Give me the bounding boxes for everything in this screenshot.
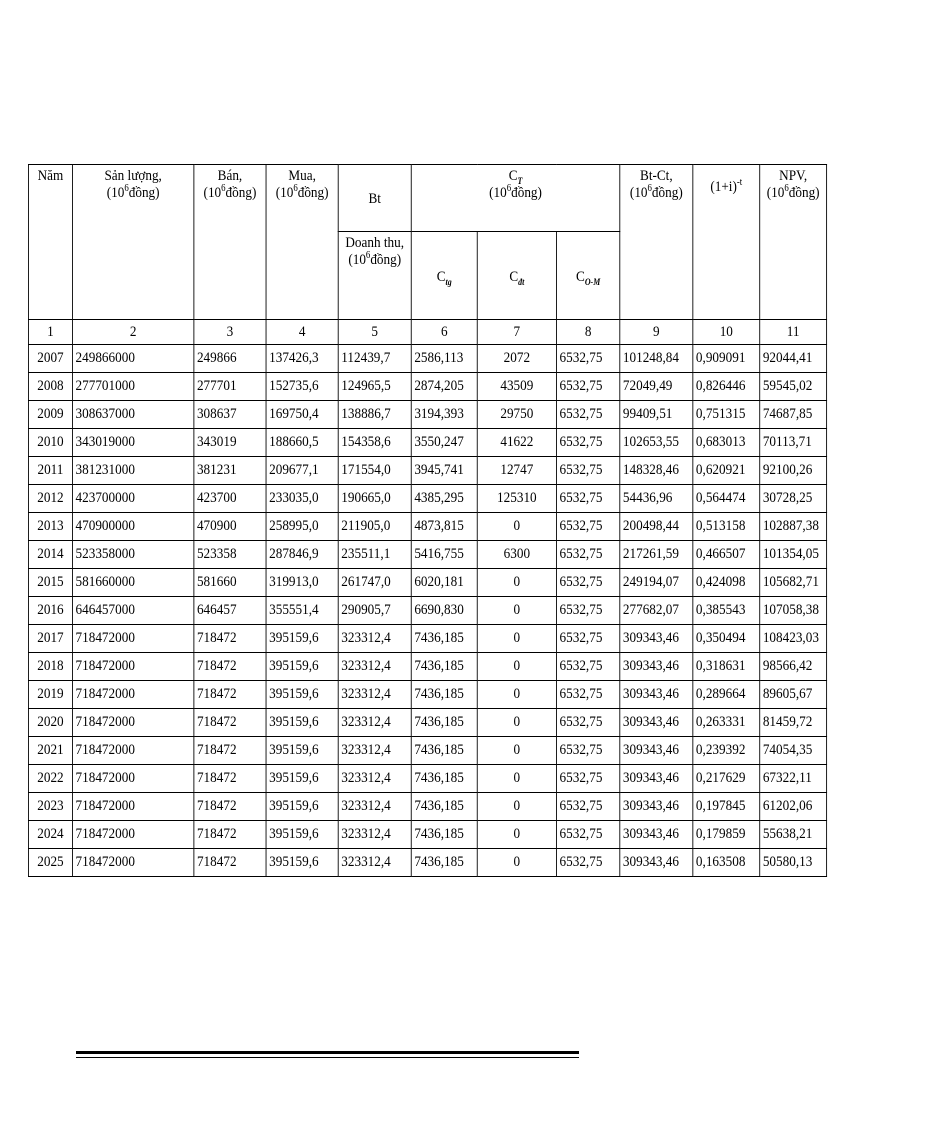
table-cell: 0,424098 — [693, 569, 760, 597]
table-cell: 6532,75 — [556, 373, 619, 401]
table-cell: 6532,75 — [556, 653, 619, 681]
table-cell: 6532,75 — [556, 401, 619, 429]
year-cell: 2012 — [28, 485, 72, 513]
column-index-cell: 11 — [760, 320, 827, 345]
table-cell: 249866 — [194, 345, 266, 373]
table-cell: 343019000 — [72, 429, 193, 457]
col-header-cdt: $C_{đt}$ — [477, 232, 556, 320]
table-cell: 581660 — [194, 569, 266, 597]
table-cell: 309343,46 — [620, 821, 693, 849]
table-row — [28, 821, 826, 849]
table-row — [28, 737, 826, 765]
table-cell: 43509 — [477, 373, 556, 401]
table-cell: 6532,75 — [556, 793, 619, 821]
table-cell: 308637000 — [72, 401, 193, 429]
table-cell: 0,513158 — [693, 513, 760, 541]
table-cell: 277701000 — [72, 373, 193, 401]
table-cell: 646457 — [194, 597, 266, 625]
table-cell: 277701 — [194, 373, 266, 401]
column-index-cell: 6 — [411, 320, 477, 345]
table-cell: 395159,6 — [266, 793, 338, 821]
table-cell: 169750,4 — [266, 401, 338, 429]
year-cell: 2021 — [28, 737, 72, 765]
table-cell: 523358000 — [72, 541, 193, 569]
table-cell: 323312,4 — [338, 821, 411, 849]
table-cell: 55638,21 — [760, 821, 827, 849]
table-cell: 718472 — [194, 793, 266, 821]
table-cell: 59545,02 — [760, 373, 827, 401]
table-cell: 171554,0 — [338, 457, 411, 485]
table-cell: 5416,755 — [411, 541, 477, 569]
table-cell: 355551,4 — [266, 597, 338, 625]
table-cell: 718472 — [194, 821, 266, 849]
table-cell: 125310 — [477, 485, 556, 513]
table-cell: 0,239392 — [693, 737, 760, 765]
table-cell: 89605,67 — [760, 681, 827, 709]
table-cell: 2874,205 — [411, 373, 477, 401]
table-row — [28, 429, 826, 457]
table-cell: 7436,185 — [411, 737, 477, 765]
table-cell: 718472000 — [72, 709, 193, 737]
col-header-sell: Bán, $(10^6đồng)$ — [194, 165, 266, 320]
table-cell: 0,751315 — [693, 401, 760, 429]
column-index-cell: 3 — [194, 320, 266, 345]
column-index-cell: 5 — [338, 320, 411, 345]
table-cell: 101354,05 — [760, 541, 827, 569]
column-index-cell: 2 — [72, 320, 193, 345]
table-cell: 217261,59 — [620, 541, 693, 569]
table-cell: 718472000 — [72, 765, 193, 793]
table-cell: 6532,75 — [556, 569, 619, 597]
table-cell: 105682,71 — [760, 569, 827, 597]
table-cell: 0,826446 — [693, 373, 760, 401]
table-cell: 98566,42 — [760, 653, 827, 681]
table-cell: 308637 — [194, 401, 266, 429]
table-cell: 211905,0 — [338, 513, 411, 541]
table-cell: 323312,4 — [338, 625, 411, 653]
table-row — [28, 401, 826, 429]
table-cell: 0,197845 — [693, 793, 760, 821]
table-cell: 309343,46 — [620, 849, 693, 877]
col-header-ctg: $C_{tg}$ — [411, 232, 477, 320]
table-cell: 0 — [477, 513, 556, 541]
table-cell: 319913,0 — [266, 569, 338, 597]
table-cell: 249194,07 — [620, 569, 693, 597]
table-cell: 309343,46 — [620, 765, 693, 793]
table-cell: 67322,11 — [760, 765, 827, 793]
table-cell: 0 — [477, 681, 556, 709]
year-cell: 2014 — [28, 541, 72, 569]
table-cell: 423700000 — [72, 485, 193, 513]
table-cell: 0 — [477, 709, 556, 737]
table-cell: 74687,85 — [760, 401, 827, 429]
table-cell: 6532,75 — [556, 625, 619, 653]
table-cell: 0,263331 — [693, 709, 760, 737]
table-cell: 395159,6 — [266, 625, 338, 653]
table-row — [28, 625, 826, 653]
table-cell: 6532,75 — [556, 709, 619, 737]
table-cell: 423700 — [194, 485, 266, 513]
table-cell: 0,163508 — [693, 849, 760, 877]
column-index-cell: 4 — [266, 320, 338, 345]
table-cell: 718472 — [194, 681, 266, 709]
table-cell: 92044,41 — [760, 345, 827, 373]
table-cell: 3550,247 — [411, 429, 477, 457]
table-cell: 235511,1 — [338, 541, 411, 569]
table-row — [28, 373, 826, 401]
table-cell: 6532,75 — [556, 457, 619, 485]
table-cell: 343019 — [194, 429, 266, 457]
table-cell: 0,385543 — [693, 597, 760, 625]
table-cell: 323312,4 — [338, 681, 411, 709]
table-cell: 152735,6 — [266, 373, 338, 401]
col-header-bt: Bt — [338, 165, 411, 232]
col-header-ct: $C_T$ $(10^6đồng)$ — [411, 165, 620, 232]
table-cell: 6532,75 — [556, 681, 619, 709]
table-cell: 395159,6 — [266, 849, 338, 877]
table-cell: 6532,75 — [556, 821, 619, 849]
table-cell: 124965,5 — [338, 373, 411, 401]
table-cell: 381231 — [194, 457, 266, 485]
col-header-year: Năm — [28, 165, 72, 320]
col-header-revenue: Doanh thu, $(10^6đồng)$ — [338, 232, 411, 320]
table-cell: 70113,71 — [760, 429, 827, 457]
table-cell: 4385,295 — [411, 485, 477, 513]
table-cell: 718472 — [194, 737, 266, 765]
table-cell: 6020,181 — [411, 569, 477, 597]
table-row — [28, 793, 826, 821]
table-cell: 209677,1 — [266, 457, 338, 485]
table-cell: 7436,185 — [411, 765, 477, 793]
table-cell: 154358,6 — [338, 429, 411, 457]
table-cell: 287846,9 — [266, 541, 338, 569]
column-index-cell: 1 — [28, 320, 72, 345]
table-cell: 523358 — [194, 541, 266, 569]
table-cell: 233035,0 — [266, 485, 338, 513]
footer-rule — [76, 1051, 579, 1058]
table-cell: 0,466507 — [693, 541, 760, 569]
table-cell: 29750 — [477, 401, 556, 429]
table-cell: 6300 — [477, 541, 556, 569]
col-header-output: Sản lượng, $(10^6đồng)$ — [72, 165, 193, 320]
table-cell: 0 — [477, 821, 556, 849]
table-cell: 249866000 — [72, 345, 193, 373]
table-row — [28, 485, 826, 513]
table-cell: 277682,07 — [620, 597, 693, 625]
table-cell: 0,217629 — [693, 765, 760, 793]
table-cell: 12747 — [477, 457, 556, 485]
col-header-npv: NPV, $(10^6đồng)$ — [760, 165, 827, 320]
table-cell: 646457000 — [72, 597, 193, 625]
npv-table-container — [28, 164, 936, 877]
table-row — [28, 709, 826, 737]
year-cell: 2025 — [28, 849, 72, 877]
table-cell: 470900 — [194, 513, 266, 541]
table-cell: 0,683013 — [693, 429, 760, 457]
table-cell: 0 — [477, 765, 556, 793]
table-cell: 61202,06 — [760, 793, 827, 821]
table-cell: 395159,6 — [266, 709, 338, 737]
table-cell: 395159,6 — [266, 737, 338, 765]
table-cell: 309343,46 — [620, 625, 693, 653]
table-cell: 72049,49 — [620, 373, 693, 401]
table-cell: 0 — [477, 597, 556, 625]
table-cell: 0 — [477, 849, 556, 877]
column-index-cell: 10 — [693, 320, 760, 345]
table-cell: 718472000 — [72, 653, 193, 681]
year-cell: 2019 — [28, 681, 72, 709]
table-cell: 108423,03 — [760, 625, 827, 653]
table-cell: 41622 — [477, 429, 556, 457]
table-cell: 323312,4 — [338, 653, 411, 681]
table-cell: 50580,13 — [760, 849, 827, 877]
table-row — [28, 597, 826, 625]
table-cell: 148328,46 — [620, 457, 693, 485]
table-row — [28, 653, 826, 681]
table-cell: 323312,4 — [338, 849, 411, 877]
table-cell: 323312,4 — [338, 793, 411, 821]
table-cell: 395159,6 — [266, 821, 338, 849]
column-index-row — [28, 320, 826, 345]
table-cell: 718472 — [194, 625, 266, 653]
table-cell: 3945,741 — [411, 457, 477, 485]
table-row — [28, 513, 826, 541]
table-cell: 30728,25 — [760, 485, 827, 513]
table-cell: 718472000 — [72, 737, 193, 765]
table-cell: 309343,46 — [620, 709, 693, 737]
table-cell: 323312,4 — [338, 737, 411, 765]
table-cell: 718472 — [194, 765, 266, 793]
year-cell: 2015 — [28, 569, 72, 597]
year-cell: 2009 — [28, 401, 72, 429]
col-header-bt-ct: Bt-Ct, $(10^6đồng)$ — [620, 165, 693, 320]
table-cell: 718472 — [194, 709, 266, 737]
table-cell: 395159,6 — [266, 765, 338, 793]
table-cell: 0 — [477, 569, 556, 597]
table-cell: 99409,51 — [620, 401, 693, 429]
table-cell: 7436,185 — [411, 681, 477, 709]
table-cell: 92100,26 — [760, 457, 827, 485]
year-cell: 2016 — [28, 597, 72, 625]
table-row — [28, 457, 826, 485]
table-cell: 54436,96 — [620, 485, 693, 513]
table-cell: 101248,84 — [620, 345, 693, 373]
table-cell: 6532,75 — [556, 513, 619, 541]
table-cell: 0 — [477, 793, 556, 821]
column-index-cell: 9 — [620, 320, 693, 345]
column-index-cell: 8 — [556, 320, 619, 345]
table-cell: 7436,185 — [411, 821, 477, 849]
table-cell: 2586,113 — [411, 345, 477, 373]
year-cell: 2010 — [28, 429, 72, 457]
year-cell: 2018 — [28, 653, 72, 681]
table-cell: 2072 — [477, 345, 556, 373]
table-cell: 381231000 — [72, 457, 193, 485]
table-cell: 395159,6 — [266, 653, 338, 681]
npv-table — [28, 164, 827, 877]
table-cell: 718472000 — [72, 625, 193, 653]
table-cell: 6532,75 — [556, 597, 619, 625]
column-index-cell: 7 — [477, 320, 556, 345]
year-cell: 2008 — [28, 373, 72, 401]
year-cell: 2023 — [28, 793, 72, 821]
table-cell: 323312,4 — [338, 709, 411, 737]
table-row — [28, 681, 826, 709]
table-cell: 6532,75 — [556, 485, 619, 513]
col-header-buy: Mua, $(10^6đồng)$ — [266, 165, 338, 320]
table-cell: 581660000 — [72, 569, 193, 597]
table-cell: 200498,44 — [620, 513, 693, 541]
table-cell: 718472000 — [72, 849, 193, 877]
table-cell: 718472000 — [72, 793, 193, 821]
table-cell: 470900000 — [72, 513, 193, 541]
table-body — [28, 320, 826, 877]
table-cell: 323312,4 — [338, 765, 411, 793]
table-cell: 7436,185 — [411, 793, 477, 821]
table-cell: 7436,185 — [411, 849, 477, 877]
table-cell: 6532,75 — [556, 541, 619, 569]
table-row — [28, 541, 826, 569]
table-cell: 7436,185 — [411, 653, 477, 681]
year-cell: 2011 — [28, 457, 72, 485]
table-cell: 0 — [477, 737, 556, 765]
table-cell: 7436,185 — [411, 709, 477, 737]
table-cell: 81459,72 — [760, 709, 827, 737]
table-cell: 6532,75 — [556, 429, 619, 457]
table-cell: 258995,0 — [266, 513, 338, 541]
table-cell: 6532,75 — [556, 765, 619, 793]
table-cell: 0 — [477, 625, 556, 653]
table-cell: 395159,6 — [266, 681, 338, 709]
table-cell: 3194,393 — [411, 401, 477, 429]
table-row — [28, 849, 826, 877]
table-cell: 190665,0 — [338, 485, 411, 513]
table-cell: 6690,830 — [411, 597, 477, 625]
header-row-1 — [28, 165, 826, 232]
table-cell: 0,289664 — [693, 681, 760, 709]
table-cell: 7436,185 — [411, 625, 477, 653]
year-cell: 2017 — [28, 625, 72, 653]
table-cell: 718472 — [194, 653, 266, 681]
table-cell: 74054,35 — [760, 737, 827, 765]
table-cell: 137426,3 — [266, 345, 338, 373]
table-cell: 188660,5 — [266, 429, 338, 457]
year-cell: 2013 — [28, 513, 72, 541]
table-row — [28, 765, 826, 793]
table-cell: 6532,75 — [556, 849, 619, 877]
table-cell: 0,564474 — [693, 485, 760, 513]
table-cell: 0 — [477, 653, 556, 681]
table-cell: 0,909091 — [693, 345, 760, 373]
table-cell: 102653,55 — [620, 429, 693, 457]
table-cell: 290905,7 — [338, 597, 411, 625]
table-cell: 0,620921 — [693, 457, 760, 485]
col-header-com: $C_{O-M}$ — [556, 232, 619, 320]
table-cell: 309343,46 — [620, 737, 693, 765]
table-cell: 718472 — [194, 849, 266, 877]
table-cell: 261747,0 — [338, 569, 411, 597]
table-cell: 102887,38 — [760, 513, 827, 541]
year-cell: 2007 — [28, 345, 72, 373]
year-cell: 2020 — [28, 709, 72, 737]
table-cell: 0,318631 — [693, 653, 760, 681]
table-cell: 107058,38 — [760, 597, 827, 625]
table-cell: 6532,75 — [556, 737, 619, 765]
table-cell: 0,179859 — [693, 821, 760, 849]
col-header-discount: $(1+i)^{-t}$ — [693, 165, 760, 320]
table-cell: 309343,46 — [620, 653, 693, 681]
table-cell: 6532,75 — [556, 345, 619, 373]
table-cell: 112439,7 — [338, 345, 411, 373]
table-cell: 718472000 — [72, 681, 193, 709]
table-cell: 0,350494 — [693, 625, 760, 653]
table-row — [28, 569, 826, 597]
table-cell: 309343,46 — [620, 681, 693, 709]
table-cell: 309343,46 — [620, 793, 693, 821]
table-cell: 138886,7 — [338, 401, 411, 429]
year-cell: 2024 — [28, 821, 72, 849]
table-cell: 4873,815 — [411, 513, 477, 541]
table-cell: 718472000 — [72, 821, 193, 849]
table-row — [28, 345, 826, 373]
year-cell: 2022 — [28, 765, 72, 793]
